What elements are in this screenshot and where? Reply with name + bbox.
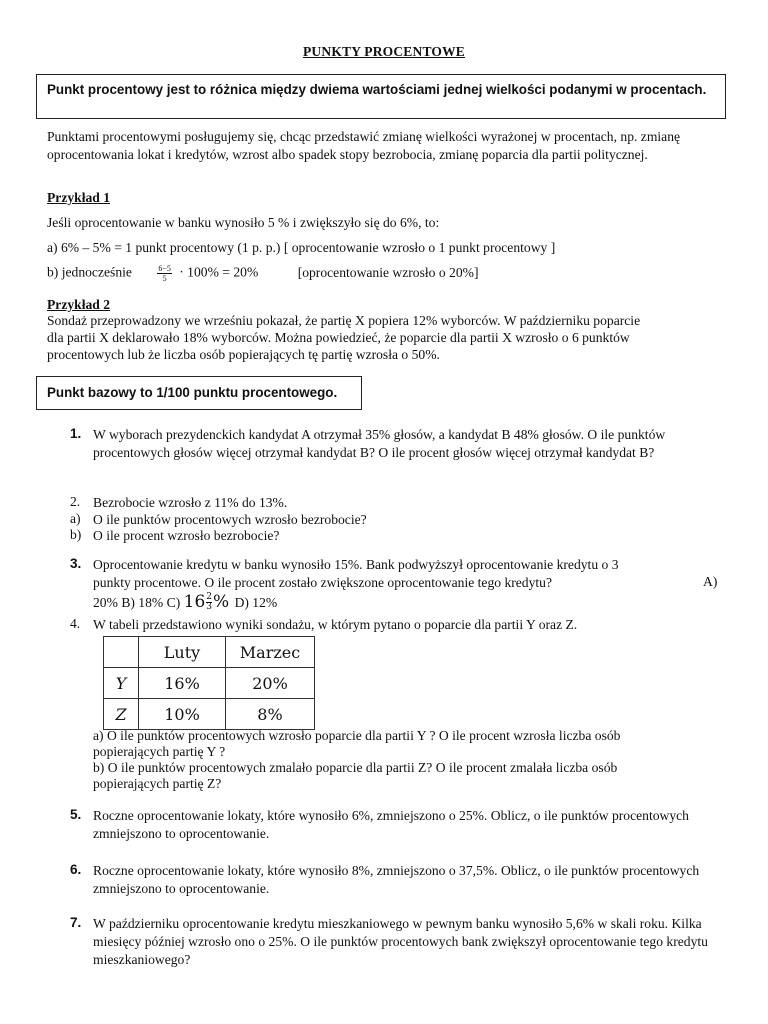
task-4a-line-1: a) O ile punktów procentowych wzrosło poparcie dla partii Y ? O ile procent wzrosła liczba osób (93, 728, 621, 743)
task-3-options (93, 592, 277, 612)
table-cell: 10% (139, 699, 226, 730)
task-7-number: 7. (70, 915, 82, 930)
table-header-cell: Marzec (226, 637, 315, 668)
table-header-cell: Luty (139, 637, 226, 668)
survey-table (103, 636, 315, 730)
table-row (104, 668, 315, 699)
table-cell: 20% (226, 668, 315, 699)
task-3-line-1: Oprocentowanie kredytu w banku wynosiło 15%. Bank podwyższył oprocentowanie kredytu o 3 (93, 557, 619, 572)
definition-box: Punkt procentowy jest to różnica między dwiema wartościami jednej wielkości podanymi w procentach. (36, 74, 726, 119)
task-3-option-a-label: A) (703, 574, 718, 589)
task-4a-line-2: popierających partię Y ? (93, 744, 226, 759)
task-4-number: 4. (70, 616, 81, 631)
mixed-whole: 16 (183, 592, 206, 612)
table-cell: 8% (226, 699, 315, 730)
task-5-number: 5. (70, 807, 82, 822)
fraction-numerator: 6−5 (158, 264, 171, 273)
task-4-text: W tabeli przedstawiono wyniki sondażu, w którym pytano o poparcie dla partii Y oraz Z. (93, 617, 578, 632)
task-3-line-2: punkty procentowe. O ile procent zostało zwiększone oprocentowanie tego kredytu? (93, 575, 553, 590)
intro-paragraph: Punktami procentowymi posługujemy się, chcąc przedstawić zmianę wielkości wyrażonej w procentach, np. zmianę oprocentowania lokat i kredytów, wzrost albo spadek stopy bezrobocia, zmianę poparcia dla partii politycznej. (47, 129, 681, 162)
task-2-text: Bezrobocie wzrosło z 11% do 13%. (93, 495, 288, 510)
task-7-text: W październiku oprocentowanie kredytu mieszkaniowego w pewnym banku wynosiło 5,6% w skali roku. Kilka miesięcy później wzrosło ono o 25%. O ile punktów procentowych bank zwiększył oprocentowanie tego kredytu mieszkaniowego? (93, 916, 708, 967)
task-6-number: 6. (70, 862, 82, 877)
mixed-fraction (206, 593, 212, 612)
table-cell: Z (104, 699, 139, 730)
line-b-prefix: b) jednocześnie (47, 264, 132, 280)
example-1-heading: Przykład 1 (47, 190, 111, 205)
task-5-text: Roczne oprocentowanie lokaty, które wynosiło 6%, zmniejszono o 25%. Oblicz, o ile punktów procentowych zmniejszono to oprocentowanie. (93, 808, 689, 841)
task-3-number: 3. (70, 556, 82, 571)
task-3-options-abc: 20% B) 18% C) (93, 595, 181, 610)
example-1-line-a: a) 6% – 5% = 1 punkt procentowy (1 p. p.) [ oprocentowanie wzrosło o 1 punkt procentowy ] (47, 240, 556, 255)
task-4b-line-2: popierających partię Z? (93, 776, 222, 791)
task-3-option-c-value (184, 592, 235, 612)
task-2a-text: O ile punktów procentowych wzrosło bezrobocie? (93, 512, 367, 527)
task-2b-text: O ile procent wzrosło bezrobocie? (93, 528, 280, 543)
task-3-option-d: D) 12% (234, 595, 278, 610)
task-2a-label: a) (70, 511, 81, 526)
base-point-box: Punkt bazowy to 1/100 punktu procentowego. (36, 376, 362, 410)
table-cell: 16% (139, 668, 226, 699)
fraction-denominator: 5 (162, 274, 167, 283)
mixed-fraction-num: 2 (206, 592, 212, 602)
example-2-heading: Przykład 2 (47, 297, 111, 312)
fraction (157, 264, 172, 283)
task-6-text: Roczne oprocentowanie lokaty, które wynosiło 8%, zmniejszono o 37,5%. Oblicz, o ile punktów procentowych zmniejszono to oprocentowanie. (93, 863, 700, 896)
task-2b-label: b) (70, 527, 82, 542)
table-header-cell (104, 637, 139, 668)
mixed-fraction-den: 3 (206, 602, 212, 612)
example-2-line-3: procentowych lub że liczba osób popierających tę partię wzrosła o 50%. (47, 347, 440, 362)
table-cell: Y (104, 668, 139, 699)
page-title: PUNKTY PROCENTOWE (302, 44, 466, 59)
table-header-row (104, 637, 315, 668)
example-1-statement: Jeśli oprocentowanie w banku wynosiło 5 % i zwiększyło się do 6%, to: (47, 215, 440, 230)
task-2-number: 2. (70, 494, 81, 509)
task-4b-line-1: b) O ile punktów procentowych zmalało poparcie dla partii Z? O ile procent zmalała liczba osób (93, 760, 618, 775)
example-2-line-1: Sondaż przeprowadzony we wrześniu pokazał, że partię X popiera 12% wyborców. W październiku poparcie (47, 313, 641, 328)
example-2-line-2: dla partii X deklarowało 18% wyborców. Można powiedzieć, że poparcie dla partii X wzrosło o 6 punktów (47, 330, 630, 345)
example-1-line-b (47, 264, 479, 283)
line-b-formula: · 100% = 20% (179, 264, 259, 280)
task-1-number: 1. (70, 426, 82, 441)
table-row (104, 699, 315, 730)
mixed-percent: % (213, 592, 230, 612)
task-1-text: W wyborach prezydenckich kandydat A otrzymał 35% głosów, a kandydat B 48% głosów. O ile punktów procentowych głosów więcej otrzymał kandydat B? O ile procent głosów więcej otrzymał kandydat B? (93, 427, 666, 460)
line-b-comment: [oprocentowanie wzrosło o 20%] (297, 264, 479, 280)
